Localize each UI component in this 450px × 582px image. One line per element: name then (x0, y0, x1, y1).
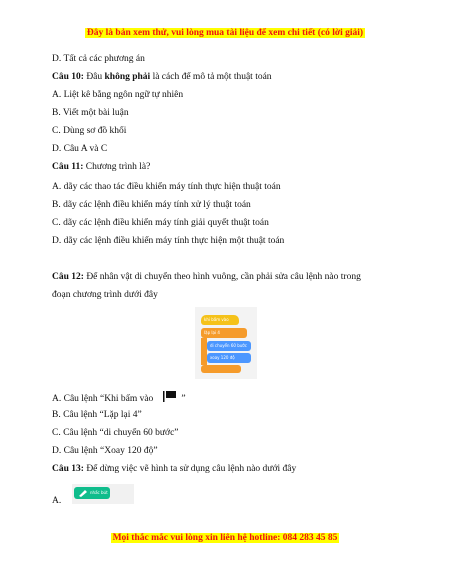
question-emphasis: không phải (104, 72, 151, 82)
block-label: khi bấm vào (204, 317, 229, 322)
option-line: C. Câu lệnh “di chuyển 60 bước” (52, 428, 179, 438)
block-label: xoay 120 độ (210, 355, 235, 360)
option-line (52, 391, 186, 404)
question-text-continued: đoạn chương trình dưới đây (52, 290, 158, 300)
question-11 (52, 162, 150, 172)
question-text: Đâu (83, 72, 105, 82)
pen-up-block (74, 487, 110, 499)
pen-up-block-image (72, 484, 134, 504)
option-line: B. dãy các lệnh điều khiển máy tính xử lý thuật toán (52, 200, 251, 210)
question-text: Để nhân vật di chuyển theo hình vuông, cần phải sửa câu lệnh nào trong (83, 272, 361, 282)
green-flag-icon (163, 391, 177, 402)
question-12 (52, 272, 361, 282)
move-steps-block (207, 341, 251, 351)
question-text: Chương trình là? (83, 162, 151, 172)
when-flag-clicked-block (201, 315, 239, 325)
pen-icon (78, 489, 88, 497)
question-text: là cách để mô tả một thuật toán (150, 72, 272, 82)
repeat-block-arm (201, 338, 207, 365)
question-text: Để dừng việc vẽ hình ta sử dụng câu lệnh nào dưới đây (83, 464, 297, 474)
option-line: D. Câu A và C (52, 144, 108, 154)
question-label: Câu 13: (52, 464, 84, 474)
option-line: B. Viết một bài luận (52, 108, 129, 118)
option-line: D. dãy các lệnh điều khiển máy tính thực hiện một thuật toán (52, 236, 285, 246)
preview-banner: Đây là bản xem thử, vui lòng mua tài liệu để xem chi tiết (có lời giải) (86, 28, 364, 38)
block-label: nhấc bút (90, 490, 108, 495)
option-line: A. dãy các thao tác điều khiển máy tính thực hiện thuật toán (52, 182, 281, 192)
repeat-block-end (201, 365, 241, 373)
option-line: D. Câu lệnh “Xoay 120 độ” (52, 446, 158, 456)
question-label: Câu 11: (52, 162, 84, 172)
question-13 (52, 464, 296, 474)
block-label: di chuyển 60 bước (210, 343, 247, 348)
option-line: C. dãy các lệnh điều khiển máy tính giải quyết thuật toán (52, 218, 269, 228)
option-line: A. (52, 496, 62, 506)
scratch-code-image (195, 307, 257, 379)
option-line: C. Dùng sơ đồ khối (52, 126, 127, 136)
option-text: ” (181, 394, 186, 404)
question-10 (52, 72, 272, 82)
turn-degrees-block (207, 353, 251, 363)
question-label: Câu 10: (52, 72, 84, 82)
repeat-block (201, 328, 247, 338)
block-label: lặp lại 4 (204, 330, 220, 335)
option-line: D. Tất cả các phương án (52, 54, 145, 64)
option-text: A. Câu lệnh “Khi bấm vào (52, 394, 154, 404)
hotline-banner: Mọi thắc mắc vui lòng xin liên hệ hotline: 084 283 45 85 (112, 533, 338, 543)
option-line: A. Liệt kê bằng ngôn ngữ tự nhiên (52, 90, 184, 100)
question-label: Câu 12: (52, 272, 84, 282)
option-line: B. Câu lệnh “Lặp lại 4” (52, 410, 142, 420)
